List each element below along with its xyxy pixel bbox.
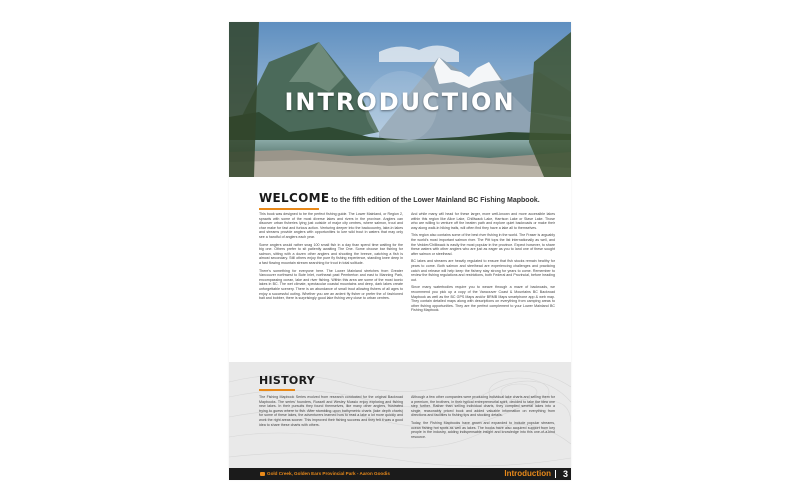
welcome-underline [259, 208, 319, 210]
welcome-body [259, 212, 555, 316]
paragraph: Although a few other companies were producing individual lake charts and selling them for a premium, the brothers, in their typical entrepreneurial spirit, decided to take the idea one step further. Rather than selling individual charts, they compiled several lakes into a single, reasonably priced book and added valuable information on everything from directions and facilities to fishing tips and stocking details. [411, 395, 555, 418]
paragraph: This region also contains some of the best river fishing in the world. The Fraser is arguably the world's most important salmon river. The Pitt tops the list internationally as well, and the Vedder/Chilliwack is easily the most popular in the province. Expect however, to share these waters with other anglers who are just as eager as you to land one of these sought after salmon or steelhead. [411, 233, 555, 256]
welcome-heading-big: WELCOME [259, 191, 330, 205]
paragraph: BC lakes and streams are heavily regulated to ensure that fish stocks remain healthy for years to come. Both salmon and steelhead are experiencing challenges and practicing catch and release will help keep the fishery stay strong for years to come. Remember to review the fishing regulations and restrictions, both Federal and Provincial, before heading out. [411, 259, 555, 282]
history-right-column [411, 395, 555, 442]
camera-icon [260, 472, 265, 476]
welcome-right-column [411, 212, 555, 316]
paragraph: This book was designed to be the perfect fishing guide. The Lower Mainland, or Region 2, sprawls with some of the most diverse lakes and rivers in the province. Anglers can discover urban fisheries lying just outside of major city centres, where salmon, trout and char make for fast and furious action. Venturing deeper into the backcountry, lake-in lakes and streams provide anglers with opportunities to lure wild trout in waters that may only see a handful of anglers each year. [259, 212, 403, 239]
section-name: Introduction [504, 469, 551, 478]
history-body [259, 395, 555, 442]
page-number: 3 [562, 469, 568, 479]
history-underline [259, 389, 295, 391]
hero-photo [229, 22, 571, 177]
paragraph: And while many will head for these larger, more well-known and more accessible lakes within this region like Alice Lake, Chilliwack Lake, Harrison Lake or Stave Lake. Those who are willing to venture off the beaten path and explore quiet backroads or make their way along walk-in hiking trails, will often find they have a lake all to themselves. [411, 212, 555, 230]
footer-divider [555, 470, 556, 478]
paragraph: Since many waterbodies require you to weave through a maze of backroads, we recommend you pick up a copy of the Vancouver Coast & Mountains BC Backroad Mapbook as well as the BC GPS Maps and/or BRMB Maps smartphone app & web map. They contain detailed maps along with descriptions on everything from camping areas to other fishing opportunities. They are the perfect complement to your Lower Mainland BC Fishing Mapbook. [411, 285, 555, 313]
page-footer [229, 468, 571, 480]
history-heading: HISTORY [259, 374, 316, 387]
mapbook-page [229, 22, 571, 480]
welcome-left-column [259, 212, 403, 316]
welcome-heading-rest: to the fifth edition of the Lower Mainland BC Fishing Mapbook. [329, 197, 540, 204]
welcome-heading [259, 192, 559, 207]
history-section [229, 362, 571, 468]
paragraph: There's something for everyone here. The Lower Mainland stretches from Greater Vancouver northwest to Bute Inlet, northeast past Pemberton and east to Manning Park, encompassing ocean, lake and river fishing. Within this area are some of the most iconic lakes in BC. The wet climate, spectacular coastal mountains and deep, dark lakes create unforgettable scenery. There is an abundance of small trout allowing fishers of all ages to enjoy a successful outing. Whether you are an ardent fly fisher or prefer the ol' fashioned bait and bobber, there is surprisingly good lake fishing very close to urban centres. [259, 268, 403, 301]
photo-caption [260, 470, 390, 478]
paragraph: Today, the Fishing Mapbooks have grown and expanded to include popular streams, ocean fishing hot spots as well as lakes. The books have also acquired support from key people in the industry, adding indispensable insight and knowledge into this one-of-a-kind resource. [411, 420, 555, 439]
photo-caption-text: Gold Creek, Golden Ears Provincial Park - Aaron Goodis [267, 471, 390, 476]
paragraph: The Fishing Mapbook Series evolved from research conducted for the original Backroad Mapbooks. The series' founders, Russell and Wesley Mussio enjoy exploring and fishing new lakes. In their pursuits they found themselves, like many other anglers, frustrated trying to guess where to fish. After stumbling upon bathymetric charts (lake depth charts) for some of these lakes, the adventurers learned how to read a lake a lot more quickly and work the right areas sooner. This improved their fishing success and they felt it was a good idea to share these charts with others. [259, 395, 403, 427]
history-left-column [259, 395, 403, 442]
welcome-header [259, 192, 559, 210]
page-title: INTRODUCTION [284, 88, 516, 116]
paragraph: Some anglers would rather snag 100 small fish in a day than spend time waiting for the big one. Others prefer to sit patiently awaiting The One. Some choose bar fishing for salmon, sitting with a dozen other anglers and shooting the breeze, catching a fish is almost secondary. Still others enjoy the pure fly fishing experience, standing knee deep in a fast flowing mountain stream searching for trout in total solitude. [259, 242, 403, 265]
